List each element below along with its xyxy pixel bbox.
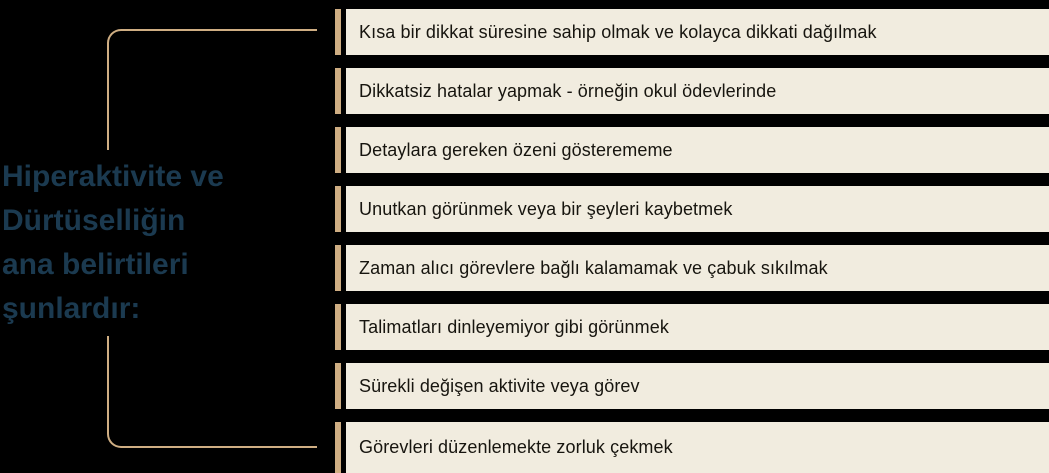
symptom-text: Dikkatsiz hatalar yapmak - örneğin okul ödevlerinde <box>359 80 777 101</box>
symptom-box <box>346 245 1049 291</box>
symptom-box <box>346 186 1049 232</box>
symptom-row <box>335 304 1049 350</box>
symptom-box <box>346 68 1049 114</box>
accent-bar <box>335 363 341 409</box>
symptom-row <box>335 245 1049 291</box>
symptom-box <box>346 127 1049 173</box>
symptom-text: Talimatları dinleyemiyor gibi görünmek <box>359 316 669 337</box>
symptom-row <box>335 186 1049 232</box>
symptom-text: Zaman alıcı görevlere bağlı kalamamak ve çabuk sıkılmak <box>359 257 828 278</box>
symptom-row <box>335 363 1049 409</box>
symptom-text: Sürekli değişen aktivite veya görev <box>359 375 640 396</box>
title-line-2: Dürtüselliğin <box>2 204 186 237</box>
symptom-text: Kısa bir dikkat süresine sahip olmak ve kolayca dikkati dağılmak <box>359 21 877 42</box>
accent-bar <box>335 422 341 473</box>
accent-bar <box>335 68 341 114</box>
symptom-box <box>346 363 1049 409</box>
accent-bar <box>335 186 341 232</box>
accent-bar <box>335 245 341 291</box>
symptom-box <box>346 304 1049 350</box>
symptom-box <box>346 422 1049 473</box>
symptom-box <box>346 9 1049 55</box>
title-line-3: ana belirtileri <box>2 248 189 281</box>
symptom-text: Detaylara gereken özeni gösterememe <box>359 139 673 160</box>
symptom-text: Görevleri düzenlemekte zorluk çekmek <box>359 437 673 457</box>
symptom-row <box>335 422 1049 473</box>
title-line-1: Hiperaktivite ve <box>2 160 224 193</box>
diagram-title <box>0 150 238 336</box>
title-line-4: şunlardır: <box>2 292 141 325</box>
symptom-row <box>335 9 1049 55</box>
symptom-row <box>335 68 1049 114</box>
symptom-row <box>335 127 1049 173</box>
symptom-list <box>335 9 1049 473</box>
symptom-text: Unutkan görünmek veya bir şeyleri kaybetmek <box>359 198 733 219</box>
accent-bar <box>335 304 341 350</box>
accent-bar <box>335 127 341 173</box>
accent-bar <box>335 9 341 55</box>
